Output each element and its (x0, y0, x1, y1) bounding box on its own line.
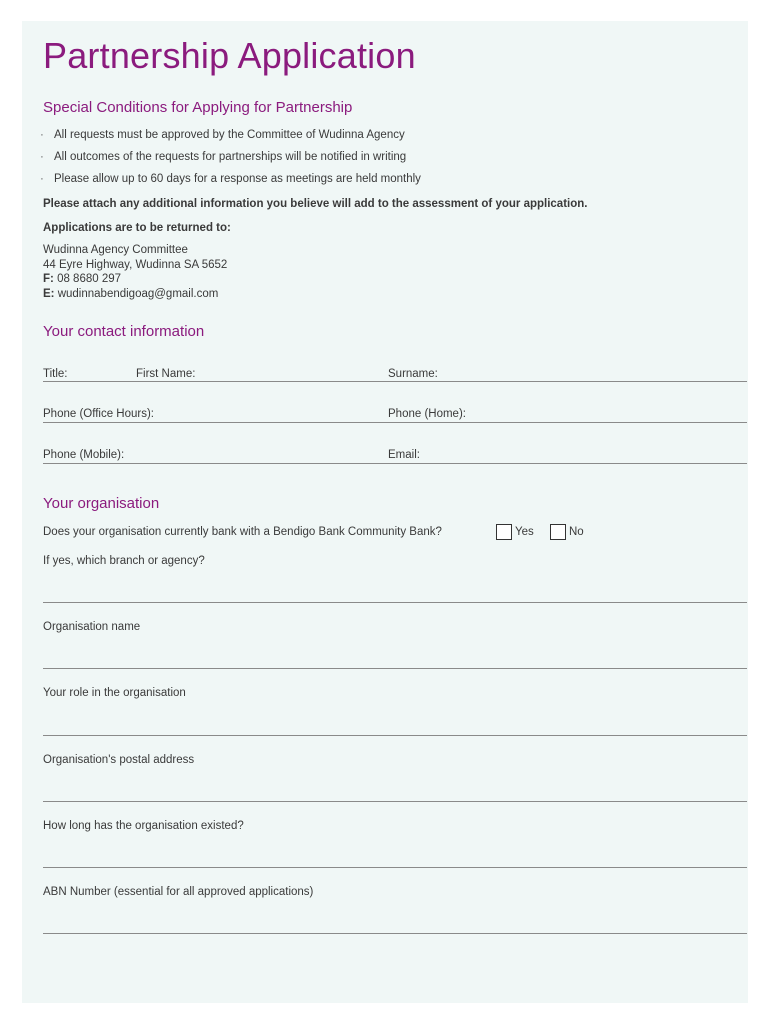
address-line: 44 Eyre Highway, Wudinna SA 5652 (43, 259, 228, 271)
email-line (43, 288, 218, 300)
role-field-line[interactable] (43, 735, 747, 736)
condition-bullet: · All requests must be approved by the Committee of Wudinna Agency (40, 129, 405, 141)
organisation-heading: Your organisation (43, 495, 160, 512)
phone-home-label: Phone (Home): (388, 408, 466, 420)
surname-label: Surname: (388, 368, 438, 380)
condition-text: All requests must be approved by the Committee of Wudinna Agency (54, 129, 405, 141)
existed-label: How long has the organisation existed? (43, 820, 244, 832)
phone-office-label: Phone (Office Hours): (43, 408, 155, 420)
condition-text: Please allow up to 60 days for a response as meetings are held monthly (54, 173, 421, 185)
fax-line (43, 273, 121, 285)
email-label: E: (43, 288, 55, 300)
phone-mobile-label: Phone (Mobile): (43, 449, 125, 461)
page-title: Partnership Application (43, 35, 416, 76)
attach-note: Please attach any additional information you believe will add to the assessment of your application. (43, 198, 588, 210)
fax-value: 08 8680 297 (57, 273, 122, 285)
yes-checkbox[interactable] (496, 524, 512, 540)
first-name-label: First Name: (136, 368, 196, 380)
mobile-email-field-line[interactable] (43, 463, 747, 464)
yes-label: Yes (515, 526, 534, 538)
role-label: Your role in the organisation (43, 687, 186, 699)
title-label: Title: (43, 368, 68, 380)
condition-bullet: · Please allow up to 60 days for a response as meetings are held monthly (40, 173, 421, 185)
return-heading: Applications are to be returned to: (43, 222, 231, 234)
abn-field-line[interactable] (43, 933, 747, 934)
org-name-field-line[interactable] (43, 668, 747, 669)
condition-text: All outcomes of the requests for partnerships will be notified in writing (54, 151, 407, 163)
email-value: wudinnabendigoag@gmail.com (57, 288, 219, 300)
name-field-line[interactable] (43, 381, 747, 382)
no-label: No (569, 526, 584, 538)
existed-field-line[interactable] (43, 867, 747, 868)
conditions-heading: Special Conditions for Applying for Partnership (43, 99, 353, 116)
abn-label: ABN Number (essential for all approved applications) (43, 886, 314, 898)
bank-question: Does your organisation currently bank with a Bendigo Bank Community Bank? (43, 526, 442, 538)
branch-field-line[interactable] (43, 602, 747, 603)
branch-label: If yes, which branch or agency? (43, 555, 205, 567)
phone-field-line[interactable] (43, 422, 747, 423)
condition-bullet: · All outcomes of the requests for partnerships will be notified in writing (40, 151, 407, 163)
fax-label: F: (43, 273, 54, 285)
postal-field-line[interactable] (43, 801, 747, 802)
address-line: Wudinna Agency Committee (43, 244, 188, 256)
postal-label: Organisation's postal address (43, 754, 195, 766)
contact-heading: Your contact information (43, 323, 205, 340)
form-page (22, 21, 748, 1003)
org-name-label: Organisation name (43, 621, 141, 633)
email-field-label: Email: (388, 449, 420, 461)
no-checkbox[interactable] (550, 524, 566, 540)
